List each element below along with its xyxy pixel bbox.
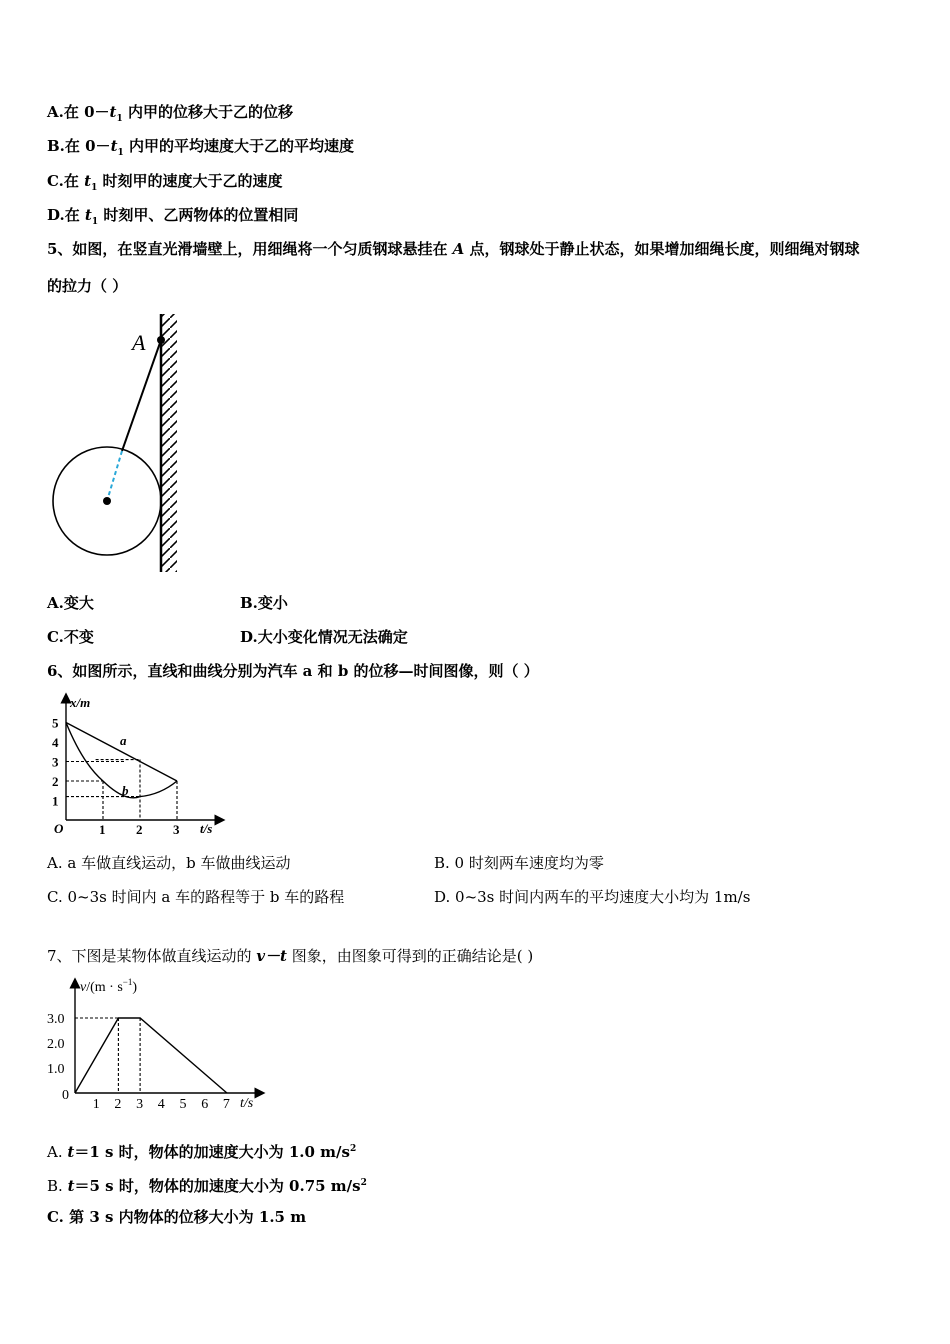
q6-label-a: a [120,733,127,748]
q4-option-c: C.在 $t_1$ 时刻甲的速度大于乙的速度 [47,172,283,193]
q7-vt-graph [40,975,270,1115]
q7-x-tick-label: 4 [157,1097,165,1112]
q4-option-a: A.在 $0-t_1$ 内甲的位移大于乙的位移 [47,103,293,124]
rope-line [122,340,161,451]
q6-x-tick-label: 2 [136,822,143,837]
q7-x-tick-label: 6 [201,1097,209,1112]
q6-y-tick-label: 3 [52,754,59,770]
q7-stem: 7、下图是某物体做直线运动的 v－t 图象，由图象可得到的正确结论是( ) [47,947,534,965]
q7-x-tick-label: 3 [136,1097,144,1112]
q5-figure-wall-ball [40,308,200,578]
q6-option-c: C. 0~3s 时间内 a 车的路程等于 b 车的路程 [47,888,345,906]
q5-option-c: C.不变 [47,628,94,646]
q5-stem-line2: 的拉力（ ） [47,277,128,295]
q7-origin-label: 0 [62,1088,69,1103]
q6-y-tick-label: 2 [52,774,59,789]
radius-dashed-line [107,451,122,501]
q6-y-tick-label: 5 [52,715,59,731]
q6-origin-label: O [54,821,64,836]
q7-y-tick-label: 1.0 [47,1062,65,1077]
q6-stem: 6、如图所示，直线和曲线分别为汽车 a 和 b 的位移—时间图像，则（ ） [47,662,539,680]
q6-option-a: A. a 车做直线运动，b 车做曲线运动 [47,854,291,872]
q7-option-c: C. 第 3 s 内物体的位移大小为 1.5 m [47,1208,307,1226]
q6-series-a-line [66,723,177,782]
q7-option-b: B. t＝5 s 时，物体的加速度大小为 0.75 $m/s^2$ [47,1177,367,1195]
q7-series-v-line [75,1018,227,1093]
q6-label-b: b [122,783,129,798]
q5-option-b: B.变小 [240,594,288,612]
q6-option-b: B. 0 时刻两车速度均为零 [434,854,604,872]
q7-y-tick-label: 3.0 [47,1012,65,1027]
point-a-dot [157,336,165,344]
q6-option-d: D. 0~3s 时间内两车的平均速度大小均为 1m/s [434,888,751,906]
q6-xt-graph [40,690,230,840]
q7-x-label: t/s [240,1096,254,1111]
q7-x-tick-label: 5 [179,1097,187,1112]
q6-y-label: x/m [70,695,91,710]
q6-y-tick-label: 4 [52,735,59,750]
q6-x-label: t/s [200,821,213,836]
q6-x-tick-label: 1 [99,822,106,837]
q7-y-tick-label: 2.0 [47,1037,65,1052]
ball-center-dot [103,497,111,505]
q7-x-tick-label: 7 [222,1097,230,1112]
q6-x-tick-label: 3 [173,822,180,837]
q5-option-a: A.变大 [47,594,94,612]
q4-option-d: D.在 $t_1$ 时刻甲、乙两物体的位置相同 [47,206,299,227]
q7-x-tick-label: 2 [114,1097,122,1112]
q7-option-a: A. t＝1 s 时，物体的加速度大小为 1.0 $m/s^2$ [47,1143,357,1161]
q6-y-tick-label: 1 [52,793,59,809]
wall-hatching [161,314,177,572]
q7-x-tick-label: 1 [92,1097,100,1112]
point-a-label: A [132,330,146,355]
q4-option-b: B.在 $0-t_1$ 内甲的平均速度大于乙的平均速度 [47,137,354,158]
q5-stem-line1: 5、如图，在竖直光滑墙壁上，用细绳将一个匀质钢球悬挂在 A 点，钢球处于静止状态，如果增加细绳长度，则细绳对钢球 [47,240,860,258]
q5-option-d: D.大小变化情况无法确定 [240,628,408,646]
q7-y-label: $v/(m \cdot s^{-1})$ [80,977,138,995]
